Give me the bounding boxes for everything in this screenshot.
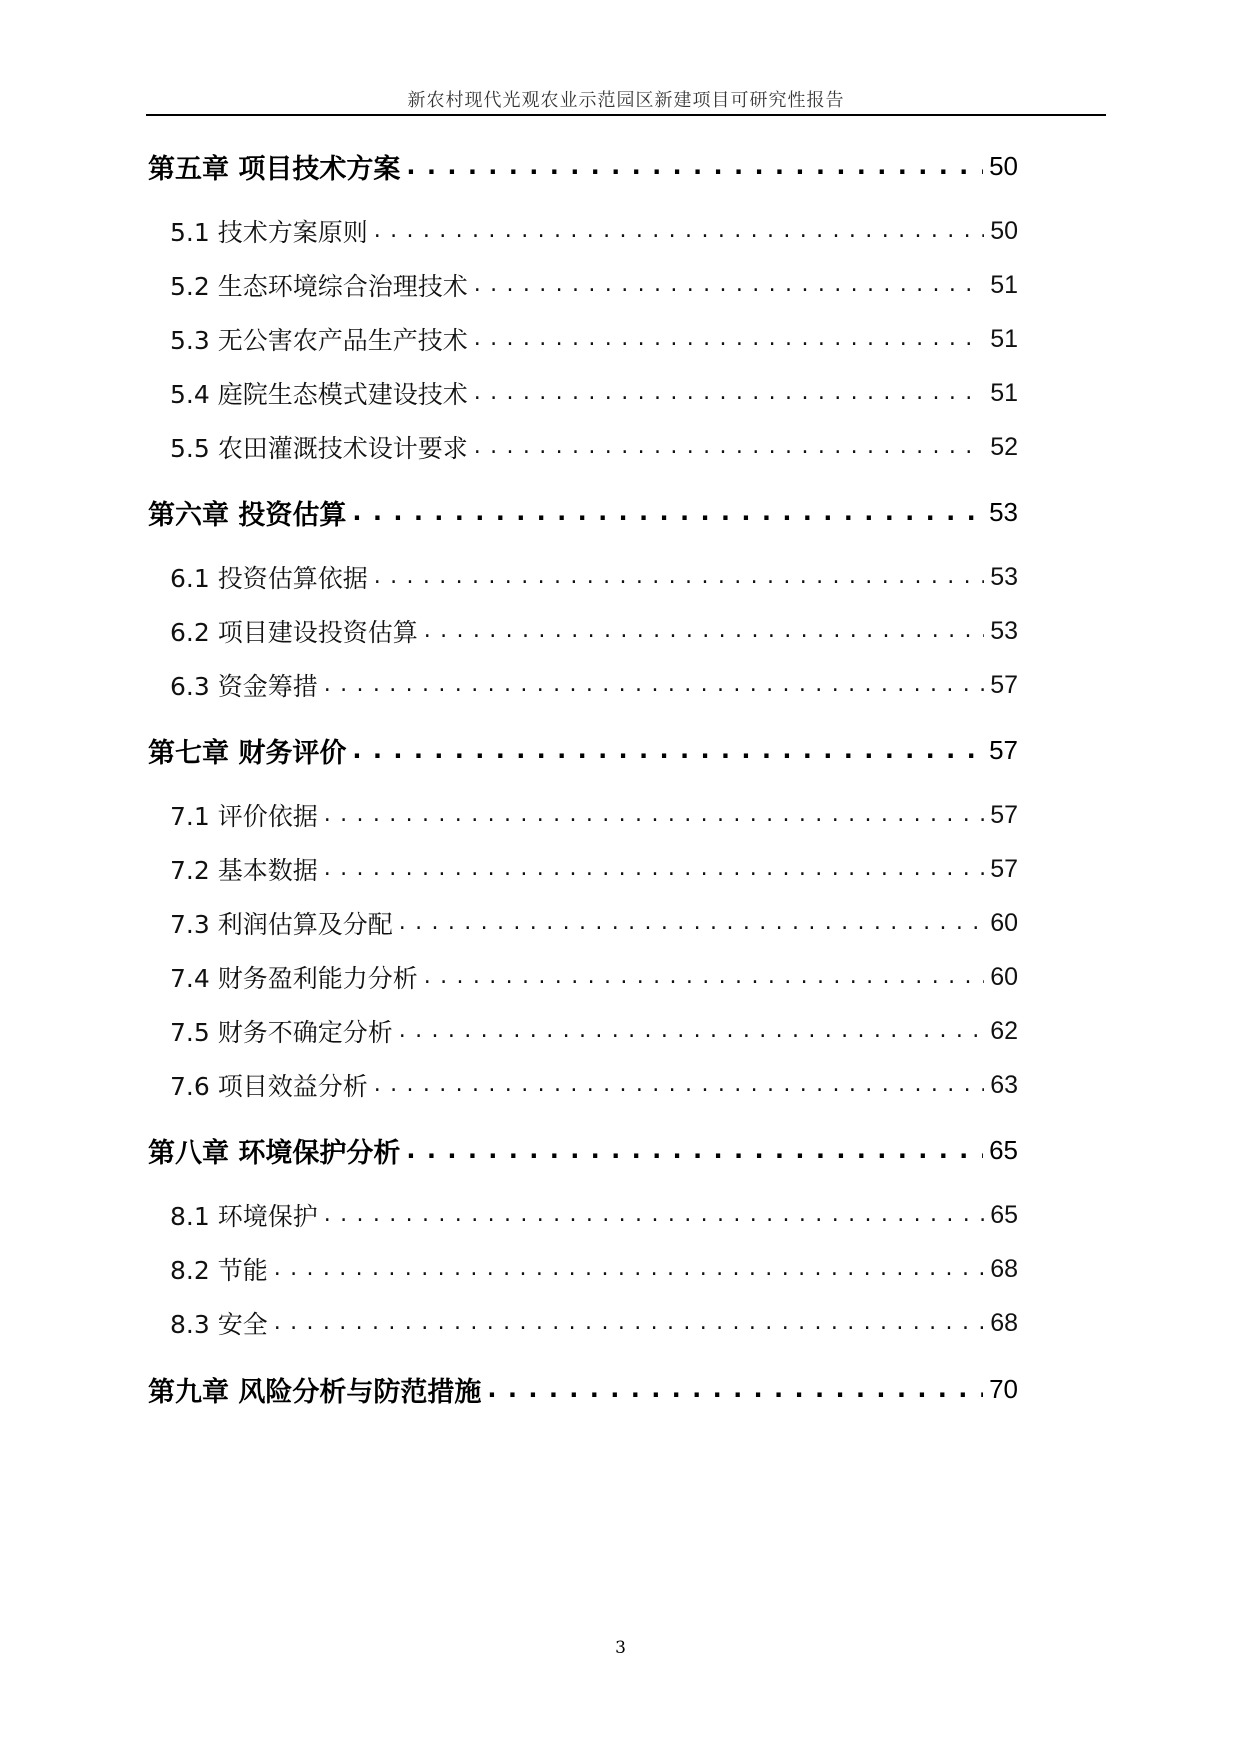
page-number: 3 (615, 1638, 626, 1658)
toc-entry-page-number: 50 (989, 150, 1018, 181)
dot-leader (474, 373, 984, 413)
toc-entry-page-number: 57 (990, 800, 1018, 829)
toc-entry-page-number: 68 (990, 1308, 1018, 1337)
dot-leader (406, 146, 983, 186)
dot-leader (324, 665, 984, 705)
toc-entry-page-number: 60 (990, 908, 1018, 937)
toc-entry-title: 5.5 农田灌溉技术设计要求 (170, 434, 468, 463)
toc-entry-page-number: 53 (990, 616, 1018, 645)
toc-entry-title: 8.1 环境保护 (170, 1202, 318, 1231)
toc-section-entry[interactable] (170, 611, 1018, 651)
dot-leader (324, 795, 984, 835)
toc-entry-page-number: 60 (990, 962, 1018, 991)
toc-entry-page-number: 62 (990, 1016, 1018, 1045)
dot-leader (374, 557, 984, 597)
toc-entry-title: 7.5 财务不确定分析 (170, 1018, 393, 1047)
toc-entry-title: 5.4 庭院生态模式建设技术 (170, 380, 468, 409)
dot-leader (424, 957, 984, 997)
dot-leader (474, 427, 984, 467)
toc-section-entry[interactable] (170, 1195, 1018, 1235)
dot-leader (474, 319, 984, 359)
toc-entry-page-number: 63 (990, 1070, 1018, 1099)
toc-entry-page-number: 53 (989, 496, 1018, 527)
running-header: 新农村现代光观农业示范园区新建项目可研究性报告 (407, 90, 845, 111)
toc-entry-page-number: 50 (990, 216, 1018, 245)
dot-leader (424, 611, 984, 651)
toc-entry-title: 7.6 项目效益分析 (170, 1072, 368, 1101)
toc-section-entry[interactable] (170, 795, 1018, 835)
toc-entry-page-number: 51 (990, 378, 1018, 407)
toc-section-entry[interactable] (170, 265, 1018, 305)
toc-entry-page-number: 57 (990, 854, 1018, 883)
dot-leader (474, 265, 984, 305)
toc-entry-title: 7.4 财务盈利能力分析 (170, 964, 418, 993)
toc-entry-title: 6.2 项目建设投资估算 (170, 618, 418, 647)
toc-entry-title: 第九章 风险分析与防范措施 (148, 1376, 482, 1408)
toc-entry-title: 5.2 生态环境综合治理技术 (170, 272, 468, 301)
toc-entry-page-number: 53 (990, 562, 1018, 591)
toc-entry-title: 第六章 投资估算 (148, 499, 347, 531)
toc-entry-page-number: 57 (989, 734, 1018, 765)
toc-entry-page-number: 57 (990, 670, 1018, 699)
toc-section-entry[interactable] (170, 1011, 1018, 1051)
toc-section-entry[interactable] (170, 319, 1018, 359)
dot-leader (399, 1011, 984, 1051)
toc-section-entry[interactable] (170, 1249, 1018, 1289)
toc-section-entry[interactable] (170, 1303, 1018, 1343)
toc-chapter-entry[interactable] (148, 1130, 1018, 1170)
dot-leader (352, 492, 983, 532)
dot-leader (487, 1369, 983, 1409)
toc-chapter-entry[interactable] (148, 1369, 1018, 1409)
toc-entry-title: 7.1 评价依据 (170, 802, 318, 831)
toc-entry-title: 8.2 节能 (170, 1256, 268, 1285)
toc-entry-title: 第八章 环境保护分析 (148, 1137, 401, 1169)
toc-section-entry[interactable] (170, 1065, 1018, 1105)
toc-entry-title: 6.1 投资估算依据 (170, 564, 368, 593)
toc-entry-page-number: 68 (990, 1254, 1018, 1283)
dot-leader (374, 1065, 984, 1105)
dot-leader (399, 903, 984, 943)
toc-entry-page-number: 65 (990, 1200, 1018, 1229)
toc-section-entry[interactable] (170, 665, 1018, 705)
dot-leader (406, 1130, 983, 1170)
dot-leader (274, 1303, 984, 1343)
toc-chapter-entry[interactable] (148, 146, 1018, 186)
toc-chapter-entry[interactable] (148, 492, 1018, 532)
toc-entry-page-number: 51 (990, 270, 1018, 299)
toc-entry-title: 6.3 资金筹措 (170, 672, 318, 701)
toc-section-entry[interactable] (170, 849, 1018, 889)
dot-leader (374, 211, 984, 251)
toc-section-entry[interactable] (170, 427, 1018, 467)
toc-section-entry[interactable] (170, 211, 1018, 251)
toc-entry-title: 5.3 无公害农产品生产技术 (170, 326, 468, 355)
dot-leader (324, 849, 984, 889)
toc-entry-page-number: 51 (990, 324, 1018, 353)
toc-entry-title: 8.3 安全 (170, 1310, 268, 1339)
dot-leader (274, 1249, 984, 1289)
toc-entry-page-number: 70 (989, 1373, 1018, 1404)
header-rule (146, 114, 1106, 116)
toc-entry-page-number: 65 (989, 1134, 1018, 1165)
toc-section-entry[interactable] (170, 957, 1018, 997)
toc-entry-title: 7.2 基本数据 (170, 856, 318, 885)
toc-section-entry[interactable] (170, 373, 1018, 413)
toc-section-entry[interactable] (170, 903, 1018, 943)
toc-entry-title: 第五章 项目技术方案 (148, 153, 401, 185)
toc-section-entry[interactable] (170, 557, 1018, 597)
toc-entry-title: 第七章 财务评价 (148, 737, 347, 769)
toc-entry-title: 7.3 利润估算及分配 (170, 910, 393, 939)
toc-entry-page-number: 52 (990, 432, 1018, 461)
toc-chapter-entry[interactable] (148, 730, 1018, 770)
dot-leader (352, 730, 983, 770)
toc-entry-title: 5.1 技术方案原则 (170, 218, 368, 247)
dot-leader (324, 1195, 984, 1235)
